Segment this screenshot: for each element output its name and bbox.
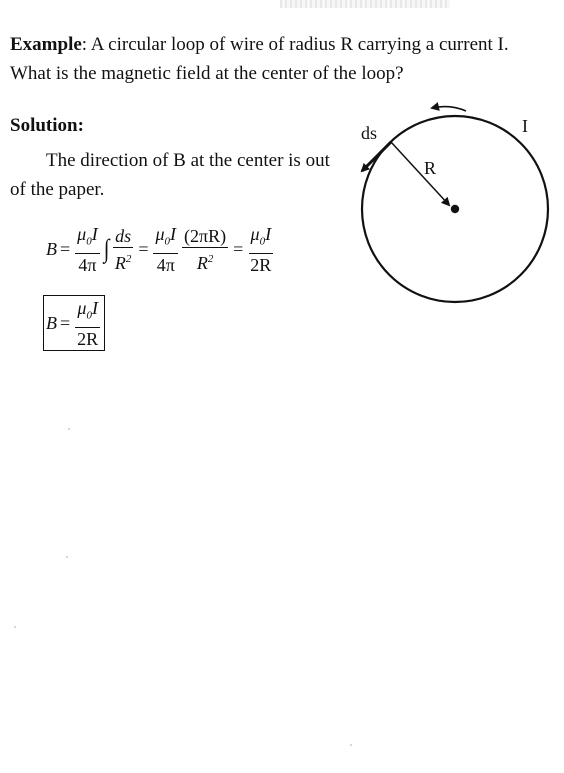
fraction-numerator: $\mu_0I$	[249, 224, 274, 254]
eq-equals-2: =	[138, 238, 149, 259]
scan-artifact	[280, 0, 450, 8]
fraction-ds-over-R2	[113, 226, 134, 273]
boxed-result	[43, 295, 105, 351]
ds-vector	[362, 142, 391, 171]
fraction-numerator: $\mu_0I$	[153, 224, 178, 254]
fraction-numerator: (2πR)	[184, 225, 227, 246]
eq-equals-3: =	[233, 238, 244, 259]
scan-speck	[68, 428, 70, 430]
main-equation	[46, 224, 275, 275]
eq-B: B	[46, 238, 57, 259]
solution-heading: Solution:	[10, 115, 84, 136]
fraction-denominator: $R^2$	[196, 252, 214, 273]
fraction-numerator: $\mu_0I$	[75, 298, 100, 328]
fraction-numerator: $\mu_0I$	[75, 224, 100, 254]
problem-line-2: What is the magnetic field at the center of the loop?	[10, 63, 404, 84]
fraction-denominator: $R^2$	[114, 252, 132, 273]
label-I: I	[522, 116, 528, 136]
fraction-mu0I-over-4pi-2	[153, 224, 178, 275]
center-point	[451, 205, 459, 213]
fraction-denominator: 2R	[77, 328, 99, 349]
problem-line-1	[10, 30, 555, 59]
scan-speck	[14, 626, 16, 628]
fraction-denominator: 2R	[250, 254, 272, 275]
integral-sign: ∫	[103, 234, 110, 264]
fraction-denominator: 4π	[156, 254, 175, 275]
problem-statement	[10, 30, 555, 88]
result-fraction	[75, 298, 100, 349]
radius-line	[391, 142, 449, 205]
direction-text: The direction of B at the center is out of the paper.	[10, 150, 330, 200]
result-equals: =	[60, 312, 71, 333]
fraction-numerator: ds	[115, 225, 132, 246]
label-ds: ds	[361, 123, 378, 143]
fraction-mu0I-over-4pi	[75, 224, 100, 275]
current-direction-arrow	[432, 107, 466, 111]
eq-equals-1: =	[60, 238, 71, 259]
fraction-denominator: 4π	[78, 254, 97, 275]
scan-speck	[66, 556, 68, 558]
result-B: B	[46, 312, 57, 333]
fraction-2piR-over-R2	[182, 226, 228, 273]
scan-speck	[350, 744, 352, 746]
label-R: R	[424, 158, 437, 178]
example-label: Example	[10, 34, 82, 55]
fraction-mu0I-over-2R	[248, 224, 273, 275]
current-loop-diagram	[350, 95, 560, 310]
problem-line-1-text: : A circular loop of wire of radius R carrying a current I.	[81, 34, 509, 55]
